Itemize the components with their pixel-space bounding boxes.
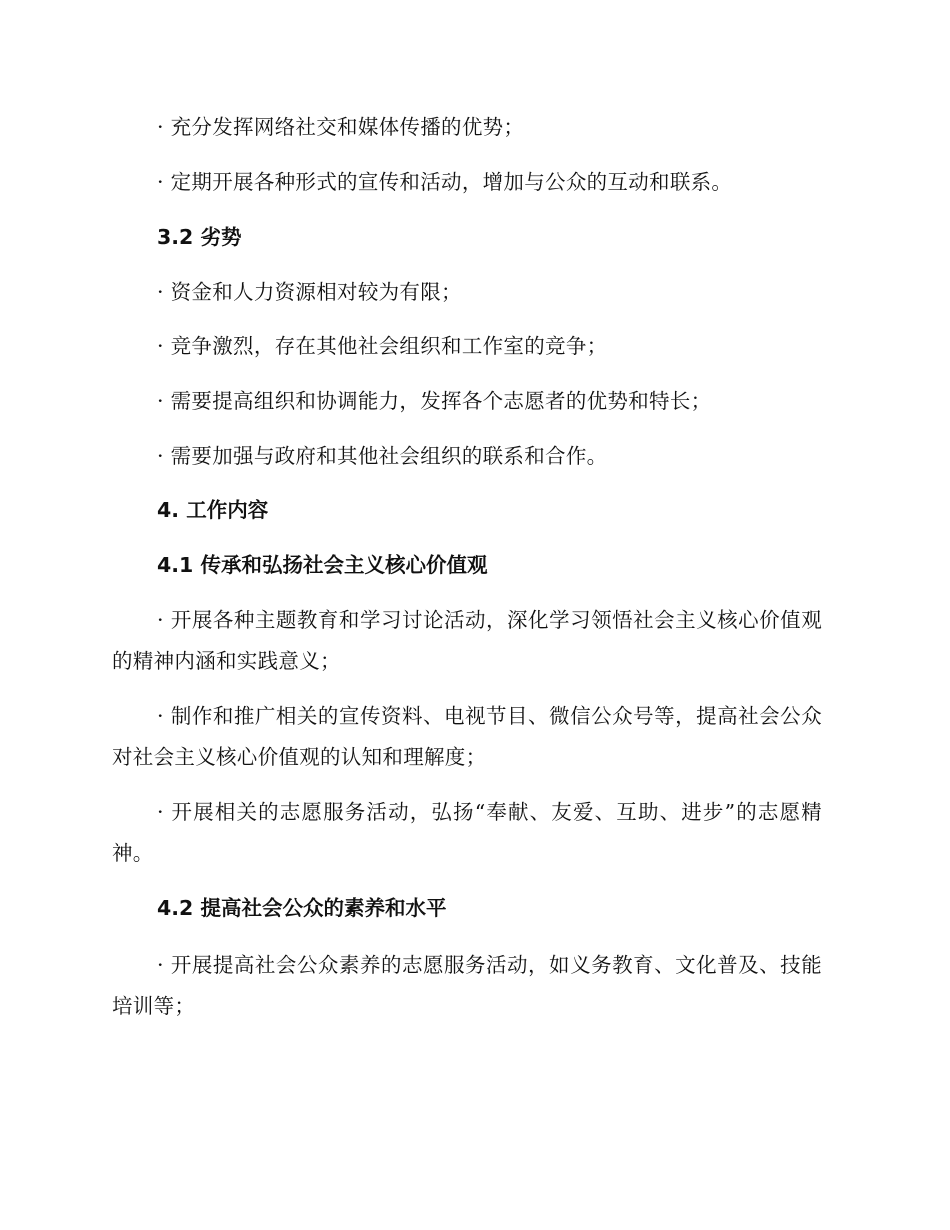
subsection-heading: 4.2 提高社会公众的素养和水平 <box>157 896 447 920</box>
section-heading: 3.2 劣势 <box>157 225 242 249</box>
bullet-paragraph: · 开展提高社会公众素养的志愿服务活动，如义务教育、文化普及、技能培训等； <box>112 953 822 1018</box>
bullet-paragraph: · 制作和推广相关的宣传资料、电视节目、微信公众号等，提高社会公众对社会主义核心价值观的认知和理解度； <box>112 704 822 769</box>
bullet-paragraph: · 需要提高组织和协调能力，发挥各个志愿者的优势和特长； <box>157 389 712 413</box>
section-heading: 4. 工作内容 <box>157 498 269 522</box>
bullet-paragraph: · 竞争激烈，存在其他社会组织和工作室的竞争； <box>157 334 608 358</box>
bullet-paragraph: · 开展相关的志愿服务活动，弘扬“奉献、友爱、互助、进步”的志愿精神。 <box>112 800 822 865</box>
bullet-paragraph: · 资金和人力资源相对较为有限； <box>157 280 462 304</box>
bullet-paragraph: · 充分发挥网络社交和媒体传播的优势； <box>157 115 525 139</box>
subsection-heading: 4.1 传承和弘扬社会主义核心价值观 <box>157 553 488 577</box>
bullet-paragraph: · 定期开展各种形式的宣传和活动，增加与公众的互动和联系。 <box>157 170 733 194</box>
bullet-paragraph: · 开展各种主题教育和学习讨论活动，深化学习领悟社会主义核心价值观的精神内涵和实践意义； <box>112 608 822 673</box>
bullet-paragraph: · 需要加强与政府和其他社会组织的联系和合作。 <box>157 444 608 468</box>
